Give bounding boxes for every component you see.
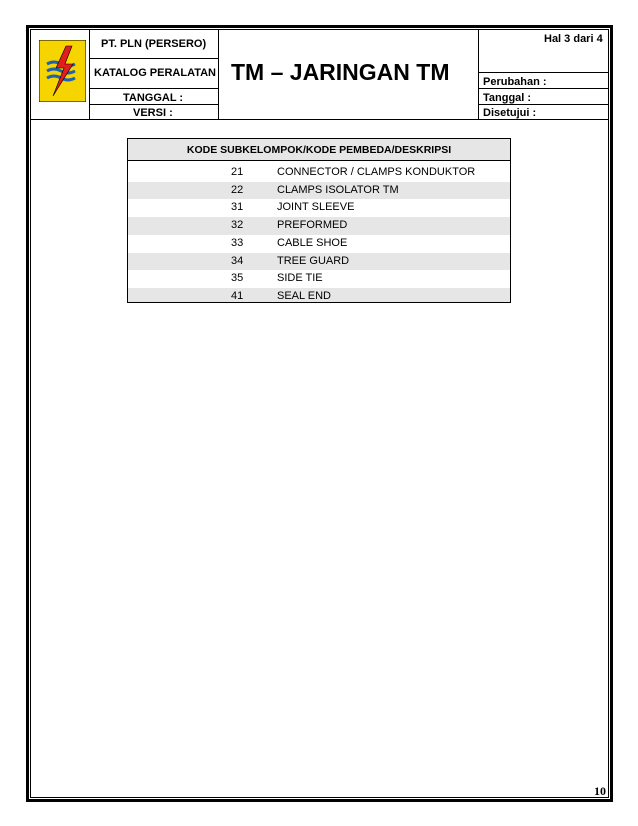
row-code: 31 xyxy=(231,201,244,214)
version-label: VERSI : xyxy=(133,107,173,119)
document-title: TM – JARINGAN TM xyxy=(231,59,450,85)
table-row xyxy=(128,217,510,235)
row-code: 22 xyxy=(231,183,244,196)
table-row xyxy=(128,164,510,182)
row-desc: PREFORMED xyxy=(277,219,348,232)
date-label: TANGGAL : xyxy=(123,92,184,104)
table-row xyxy=(128,182,510,200)
pln-logo xyxy=(39,40,86,102)
change-label: Perubahan : xyxy=(483,76,547,88)
table-row xyxy=(128,253,510,271)
row-desc: TREE GUARD xyxy=(277,254,350,267)
catalog-label: KATALOG PERALATAN xyxy=(94,67,217,79)
table-row xyxy=(128,270,510,288)
row-desc: CLAMPS ISOLATOR TM xyxy=(277,183,399,196)
date2-label: Tanggal : xyxy=(483,92,532,104)
table-row xyxy=(128,288,510,302)
page-number: 10 xyxy=(594,784,606,798)
row-desc: SEAL END xyxy=(277,289,332,302)
row-desc: SIDE TIE xyxy=(277,272,323,285)
code-table xyxy=(127,138,511,303)
row-code: 33 xyxy=(231,236,244,249)
row-desc: CABLE SHOE xyxy=(277,236,348,249)
row-desc: CONNECTOR / CLAMPS KONDUKTOR xyxy=(277,166,476,178)
row-desc: JOINT SLEEVE xyxy=(277,201,355,214)
row-code: 34 xyxy=(231,254,244,267)
table-row xyxy=(128,235,510,253)
company-name: PT. PLN (PERSERO) xyxy=(101,38,207,50)
approved-label: Disetujui : xyxy=(483,107,537,119)
table-row xyxy=(128,199,510,217)
row-code: 21 xyxy=(231,166,244,178)
page-of-label: Hal 3 dari 4 xyxy=(544,33,603,45)
row-code: 35 xyxy=(231,272,244,285)
table-heading: KODE SUBKELOMPOK/KODE PEMBEDA/DESKRIPSI xyxy=(128,139,510,161)
row-code: 32 xyxy=(231,219,244,232)
row-code: 41 xyxy=(231,289,244,302)
